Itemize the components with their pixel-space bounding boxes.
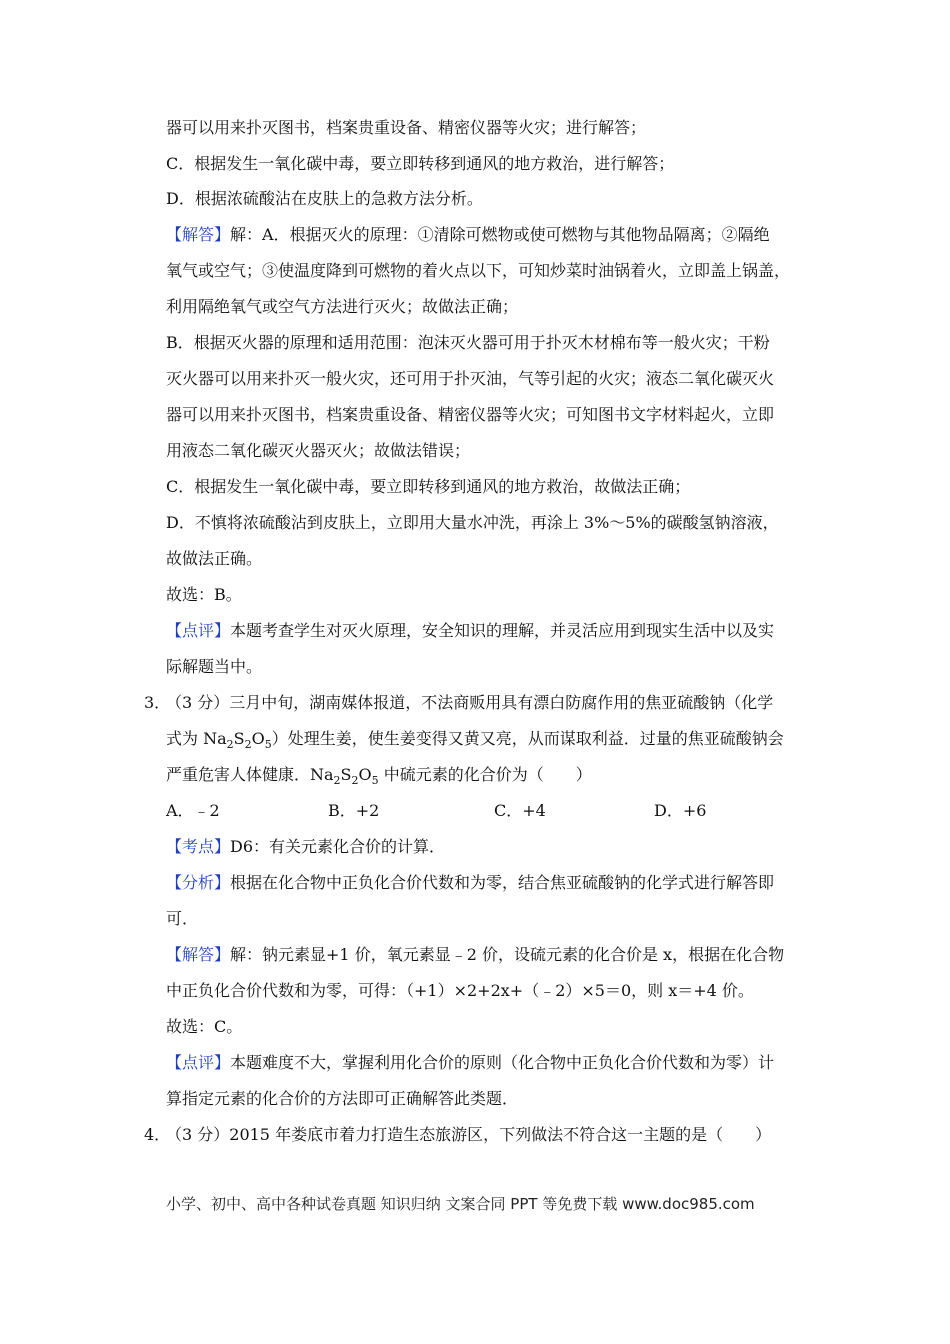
- text-line: 故选：C。: [166, 1017, 243, 1036]
- text-line: 器可以用来扑灭图书，档案贵重设备、精密仪器等火灾；可知图书文字材料起火，立即: [166, 405, 775, 424]
- text-line: 故选：B。: [166, 585, 242, 604]
- option-d: D．+6: [654, 801, 707, 820]
- answer-line: 【解答】解：钠元素显+1 价，氧元素显﹣2 价，设硫元素的化合价是 x，根据在化合物: [166, 945, 785, 964]
- fenxi-tag: 【分析】: [166, 873, 231, 892]
- kaodian-tag: 【考点】: [166, 837, 231, 856]
- answer-tag: 【解答】: [166, 945, 231, 964]
- question-3-text: 式为 $Na_2S_2O_5$）处理生姜，使生姜变得又黄又亮，从而谋取利益．过量的焦亚硫酸钠会: [166, 729, 784, 752]
- text-line: 氧气或空气；③使温度降到可燃物的着火点以下，可知炒菜时油锅着火，立即盖上锅盖，: [166, 261, 791, 280]
- comment-tag: 【点评】: [166, 1053, 231, 1072]
- text-line: D．不慎将浓硫酸沾到皮肤上，立即用大量水冲洗，再涂上 3%～5%的碳酸氢钠溶液，: [166, 513, 779, 532]
- fenxi-line: 【分析】根据在化合物中正负化合价代数和为零，结合焦亚硫酸钠的化学式进行解答即: [166, 873, 775, 892]
- comment-tag: 【点评】: [166, 621, 231, 640]
- option-c: C．+4: [494, 801, 546, 820]
- text-line: 用液态二氧化碳灭火器灭火；故做法错误；: [166, 441, 471, 460]
- text-line: 算指定元素的化合价的方法即可正确解答此类题．: [166, 1089, 519, 1108]
- comment-line: 【点评】本题难度不大，掌握利用化合价的原则（化合物中正负化合价代数和为零）计: [166, 1053, 775, 1072]
- text-line: B．根据灭火器的原理和适用范围：泡沫灭火器可用于扑灭木材棉布等一般火灾；干粉: [166, 333, 770, 352]
- question-3-text: （3 分）三月中旬，湖南媒体报道，不法商贩用具有漂白防腐作用的焦亚硫酸钠（化学: [166, 693, 774, 712]
- comment-text: 本题考查学生对灭火原理，安全知识的理解，并灵活应用到现实生活中以及实: [230, 621, 775, 640]
- question-3-number: 3．: [144, 693, 171, 712]
- comment-line: [166, 620, 774, 642]
- text-line: D．根据浓硫酸沾在皮肤上的急救方法分析。: [166, 189, 483, 208]
- question-3-text: 严重危害人体健康．$Na_2S_2O_5$ 中硫元素的化合价为（ ）: [166, 765, 592, 788]
- question-3-options: [166, 800, 726, 822]
- text-line: 利用隔绝氧气或空气方法进行灭火；故做法正确；: [166, 297, 519, 316]
- text-line: C．根据发生一氧化碳中毒，要立即转移到通风的地方救治，进行解答；: [166, 154, 675, 173]
- text-line: 可．: [166, 909, 199, 928]
- option-a: A．﹣2: [166, 801, 220, 820]
- page-footer: 小学、初中、高中各种试卷真题 知识归纳 文案合同 PPT 等免费下载 www.doc985.com: [166, 1195, 755, 1213]
- option-b: B．+2: [328, 801, 380, 820]
- text-line: 故做法正确。: [166, 549, 263, 568]
- answer-text: 解：A．根据灭火的原理：①清除可燃物或使可燃物与其他物品隔离；②隔绝: [230, 225, 770, 244]
- answer-tag: 【解答】: [166, 225, 231, 244]
- kaodian-line: 【考点】D6：有关元素化合价的计算．: [166, 837, 446, 856]
- text-line: 器可以用来扑灭图书，档案贵重设备、精密仪器等火灾；进行解答；: [166, 118, 647, 137]
- text-line: 中正负化合价代数和为零，可得：（+1）×2+2x+（﹣2）×5＝0，则 x＝+4 价。: [166, 981, 754, 1000]
- text-line: 灭火器可以用来扑灭一般火灾，还可用于扑灭油，气等引起的火灾；液态二氧化碳灭火: [166, 369, 775, 388]
- text-line: 际解题当中。: [166, 657, 263, 676]
- answer-line: [166, 224, 770, 246]
- text-line: C．根据发生一氧化碳中毒，要立即转移到通风的地方救治，故做法正确；: [166, 477, 691, 496]
- question-4-text: （3 分）2015 年娄底市着力打造生态旅游区，下列做法不符合这一主题的是（ ）: [166, 1125, 772, 1144]
- question-4-number: 4．: [144, 1125, 171, 1144]
